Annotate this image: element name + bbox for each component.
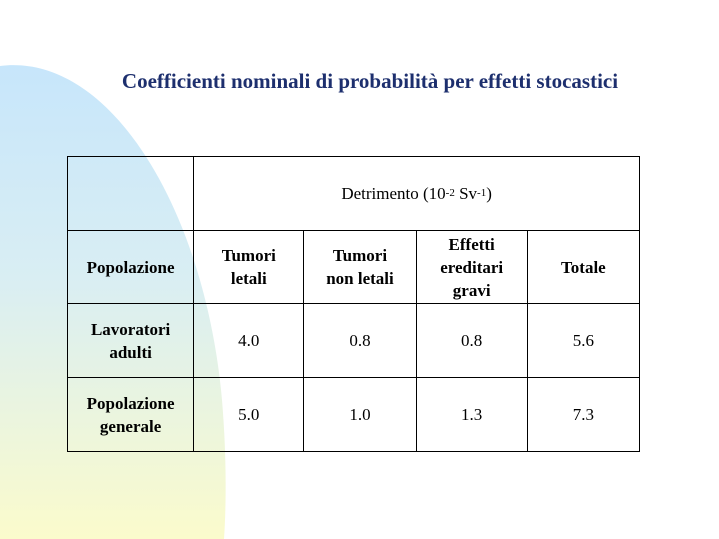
column-header-nonfatal-tumors: Tumori non letali [304,231,416,304]
row-label-adult-workers: Lavoratori adulti [68,304,194,378]
column-header-hereditary-effects: Effetti ereditari gravi [416,231,527,304]
cell-value: 5.6 [527,304,639,378]
cell-value: 5.0 [194,378,304,452]
table-header-row-detriment [68,157,640,231]
detriment-exponent-1: -2 [445,187,455,199]
detriment-suffix: ) [486,184,492,203]
column-header-fatal-tumors: Tumori letali [194,231,304,304]
column-header-total: Totale [527,231,639,304]
empty-header-cell [68,157,194,231]
detriment-header [194,157,640,231]
detriment-table [67,156,640,452]
detriment-unit: Sv [454,184,478,203]
cell-value: 7.3 [527,378,639,452]
cell-value: 1.0 [304,378,416,452]
cell-value: 0.8 [416,304,527,378]
column-header-population: Popolazione [68,231,194,304]
cell-value: 1.3 [416,378,527,452]
row-label-general-population: Popolazione generale [68,378,194,452]
cell-value: 0.8 [304,304,416,378]
table-header-row-columns [68,231,640,304]
table-row-general-population [68,378,640,452]
detriment-prefix: Detrimento (10 [341,184,446,203]
detriment-exponent-2: -1 [477,187,487,199]
slide-title: Coefficienti nominali di probabilità per effetti stocastici [121,69,619,93]
table-row-adult-workers [68,304,640,378]
cell-value: 4.0 [194,304,304,378]
